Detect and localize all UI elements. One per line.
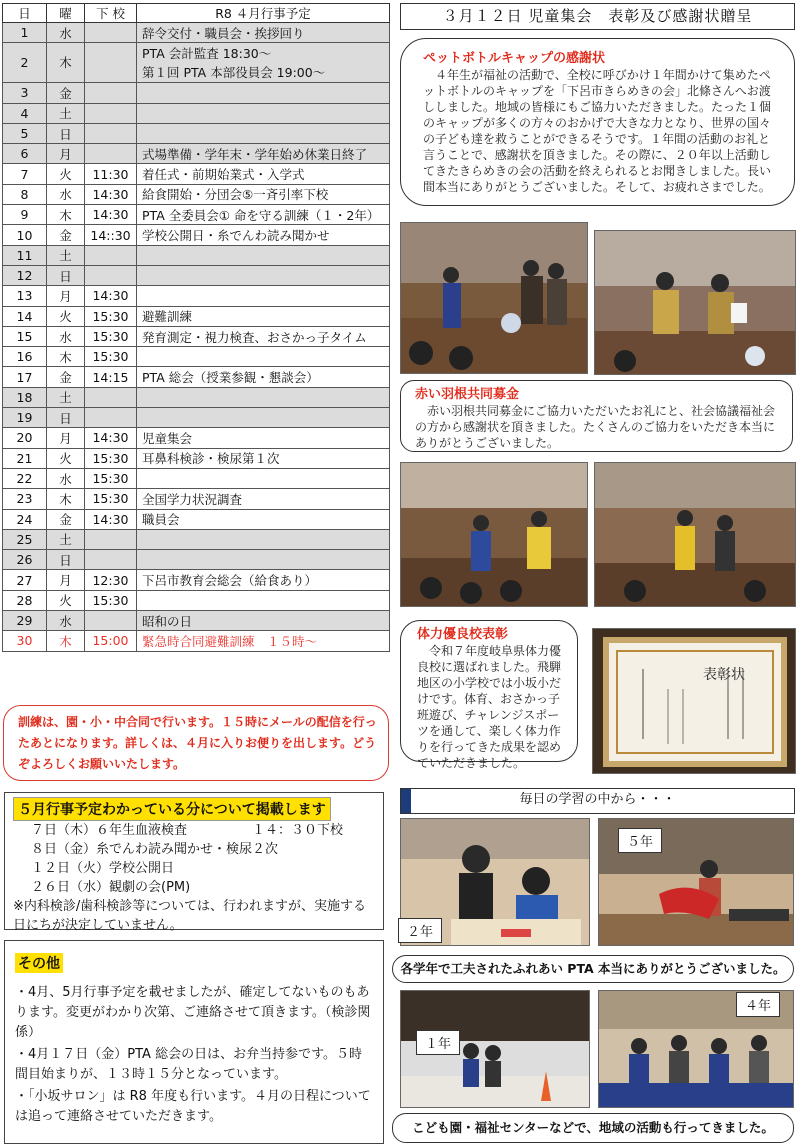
label-grade4: ４年 (736, 992, 780, 1017)
schedule-weekday: 木 (47, 205, 85, 225)
schedule-event (137, 529, 390, 549)
schedule-day: 11 (3, 245, 47, 265)
schedule-row (3, 468, 390, 488)
other-box (4, 940, 384, 1144)
schedule-weekday: 水 (47, 23, 85, 43)
may-line: ２６日（水）観劇の会(PM) (31, 880, 191, 895)
schedule-event (137, 347, 390, 367)
petbottle-title: ペットボトルキャップの感謝状 (423, 51, 606, 66)
schedule-weekday: 木 (47, 489, 85, 509)
schedule-dismissal-time (85, 550, 137, 570)
schedule-dismissal-time (85, 387, 137, 407)
schedule-weekday: 水 (47, 326, 85, 346)
schedule-day: 7 (3, 164, 47, 184)
schedule-row (3, 509, 390, 529)
schedule-dismissal-time: 14::30 (85, 225, 137, 245)
certificate-title: 表彰状 (703, 667, 745, 683)
label-grade5: ５年 (618, 828, 662, 853)
schedule-row (3, 590, 390, 610)
schedule-dismissal-time: 14:30 (85, 428, 137, 448)
schedule-day: 2 (3, 43, 47, 83)
schedule-event: 着任式・前期始業式・入学式 (137, 164, 390, 184)
schedule-row (3, 43, 390, 83)
schedule-row (3, 123, 390, 143)
schedule-weekday: 木 (47, 43, 85, 83)
schedule-row (3, 326, 390, 346)
may-line: ７日（木）６年生血液検査 １４：３０下校 (31, 823, 344, 838)
schedule-event-line: 第１回 PTA 本部役員会 19:00〜 (142, 64, 326, 80)
schedule-day: 21 (3, 448, 47, 468)
schedule-event: 下呂市教育会総会（給食あり） (137, 570, 390, 590)
schedule-day: 23 (3, 489, 47, 509)
schedule-event: 耳鼻科検診・検尿第１次 (137, 448, 390, 468)
schedule-event (137, 83, 390, 103)
schedule-dismissal-time: 15:30 (85, 489, 137, 509)
schedule-weekday: 金 (47, 225, 85, 245)
schedule-day: 25 (3, 529, 47, 549)
fitness-title: 体力優良校表彰 (417, 627, 509, 642)
schedule-event (137, 408, 390, 428)
schedule-event: 緊急時合同避難訓練 １５時〜 (137, 631, 390, 651)
schedule-row (3, 164, 390, 184)
schedule-day: 20 (3, 428, 47, 448)
assembly-header: ３月１２日 児童集会 表彰及び感謝状贈呈 (400, 3, 795, 30)
schedule-dismissal-time: 14:30 (85, 286, 137, 306)
schedule-weekday: 土 (47, 245, 85, 265)
schedule-dismissal-time: 14:30 (85, 205, 137, 225)
fitness-body: 令和７年度岐阜県体力優良校に選ばれました。飛騨地区の小学校では小坂小だけです。体育、おさかっ子班遊び、チャレンジスポーツを通して、楽しく体力作りを行ってきた成果を認めていただきました。 (417, 644, 562, 770)
schedule-day: 26 (3, 550, 47, 570)
schedule-row (3, 205, 390, 225)
label-grade1: １年 (416, 1030, 460, 1055)
may-line: １２日（火）学校公開日 (31, 861, 175, 876)
schedule-day: 15 (3, 326, 47, 346)
schedule-row (3, 428, 390, 448)
schedule-row (3, 225, 390, 245)
schedule-day: 13 (3, 286, 47, 306)
schedule-dismissal-time (85, 529, 137, 549)
may-schedule-box (4, 792, 384, 933)
schedule-dismissal-time: 14:30 (85, 509, 137, 529)
schedule-event: 避難訓練 (137, 306, 390, 326)
fitness-article (400, 620, 578, 770)
schedule-day: 14 (3, 306, 47, 326)
schedule-row (3, 245, 390, 265)
schedule-weekday: 金 (47, 83, 85, 103)
schedule-row (3, 631, 390, 651)
schedule-day: 1 (3, 23, 47, 43)
schedule-day: 18 (3, 387, 47, 407)
learning-header (400, 788, 795, 814)
schedule-day: 22 (3, 468, 47, 488)
schedule-weekday: 火 (47, 306, 85, 326)
col-header-day: 日 (3, 4, 47, 23)
schedule-weekday: 金 (47, 509, 85, 529)
may-line: ８日（金）糸でんわ読み聞かせ・検尿２次 (31, 842, 279, 857)
photo-petbottle-award-2 (594, 230, 796, 375)
schedule-day: 5 (3, 123, 47, 143)
schedule-event: 発育測定・視力検査、おさかっ子タイム (137, 326, 390, 346)
schedule-weekday: 火 (47, 590, 85, 610)
schedule-event: 昭和の日 (137, 611, 390, 631)
redfeather-body: 赤い羽根共同募金にご協力いただいたお礼にと、社会協議福祉会の方から感謝状を頂きました。たくさんのご協力をいただき本当にありがとうございました。 (415, 404, 776, 450)
schedule-row (3, 286, 390, 306)
may-title: ５月行事予定わかっている分について掲載します (13, 797, 331, 821)
schedule-event: PTA 全委員会① 命を守る訓練（１・2年） (137, 205, 390, 225)
schedule-weekday: 日 (47, 550, 85, 570)
schedule-weekday: 土 (47, 529, 85, 549)
schedule-row (3, 184, 390, 204)
learning-header-text: 毎日の学習の中から・・・ (519, 792, 676, 807)
photo-petbottle-award-1 (400, 222, 588, 374)
schedule-event (137, 468, 390, 488)
schedule-dismissal-time: 15:00 (85, 631, 137, 651)
april-schedule-table (2, 3, 390, 652)
may-footnote: ※内科検診/歯科検診等については、行われますが、実施する日にちが決定していません。 (13, 899, 367, 933)
schedule-row (3, 265, 390, 285)
schedule-dismissal-time: 14:30 (85, 184, 137, 204)
schedule-dismissal-time (85, 265, 137, 285)
schedule-weekday: 月 (47, 428, 85, 448)
schedule-weekday: 火 (47, 448, 85, 468)
schedule-event (137, 245, 390, 265)
schedule-day: 3 (3, 83, 47, 103)
schedule-dismissal-time (85, 123, 137, 143)
schedule-dismissal-time: 11:30 (85, 164, 137, 184)
schedule-row (3, 23, 390, 43)
col-header-events: R8 ４月行事予定 (137, 4, 390, 23)
schedule-dismissal-time (85, 245, 137, 265)
schedule-row (3, 489, 390, 509)
schedule-row (3, 387, 390, 407)
schedule-event: 職員会 (137, 509, 390, 529)
schedule-event: 全国学力状況調査 (137, 489, 390, 509)
schedule-weekday: 土 (47, 103, 85, 123)
other-title: その他 (15, 953, 63, 973)
schedule-event (137, 265, 390, 285)
schedule-day: 17 (3, 367, 47, 387)
schedule-dismissal-time (85, 611, 137, 631)
schedule-row (3, 144, 390, 164)
schedule-row (3, 529, 390, 549)
schedule-event (137, 286, 390, 306)
schedule-event: 給食開始・分団会⑤一斉引率下校 (137, 184, 390, 204)
col-header-dismissal: 下 校 (85, 4, 137, 23)
schedule-event (137, 123, 390, 143)
other-item: ・4月１７日（金）PTA 総会の日は、お弁当持参です。５時間目始まりが、１３時１５分となっています。 (15, 1047, 363, 1082)
schedule-weekday: 水 (47, 611, 85, 631)
schedule-dismissal-time (85, 23, 137, 43)
schedule-row (3, 347, 390, 367)
schedule-day: 12 (3, 265, 47, 285)
schedule-weekday: 金 (47, 367, 85, 387)
schedule-day: 6 (3, 144, 47, 164)
schedule-dismissal-time: 15:30 (85, 448, 137, 468)
schedule-event-line: PTA 会計監査 18:30〜 (142, 45, 272, 61)
schedule-day: 19 (3, 408, 47, 428)
schedule-dismissal-time: 15:30 (85, 347, 137, 367)
schedule-weekday: 日 (47, 265, 85, 285)
schedule-dismissal-time (85, 43, 137, 83)
schedule-row (3, 103, 390, 123)
col-header-dow: 曜 (47, 4, 85, 23)
schedule-row (3, 83, 390, 103)
schedule-dismissal-time: 15:30 (85, 326, 137, 346)
schedule-day: 9 (3, 205, 47, 225)
schedule-dismissal-time (85, 83, 137, 103)
schedule-event (137, 550, 390, 570)
other-item: ・「小坂サロン」は R8 年度も行います。４月の日程については追って連絡させていただきます。 (15, 1089, 371, 1124)
schedule-day: 29 (3, 611, 47, 631)
schedule-dismissal-time (85, 103, 137, 123)
schedule-day: 28 (3, 590, 47, 610)
schedule-dismissal-time: 14:15 (85, 367, 137, 387)
schedule-dismissal-time: 15:30 (85, 590, 137, 610)
schedule-weekday: 月 (47, 144, 85, 164)
schedule-event (137, 43, 390, 83)
schedule-day: 30 (3, 631, 47, 651)
schedule-weekday: 月 (47, 286, 85, 306)
schedule-weekday: 木 (47, 631, 85, 651)
pta-caption: 各学年で工夫されたふれあい PTA 本当にありがとうございました。 (392, 955, 794, 983)
schedule-row (3, 550, 390, 570)
redfeather-title: 赤い羽根共同募金 (415, 387, 520, 402)
schedule-dismissal-time (85, 408, 137, 428)
schedule-weekday: 火 (47, 164, 85, 184)
schedule-row (3, 408, 390, 428)
schedule-weekday: 水 (47, 468, 85, 488)
schedule-event (137, 387, 390, 407)
photo-certificate (592, 628, 796, 774)
other-item: ・4月、5月行事予定を載せましたが、確定してないものもあります。変更がわかり次第、ご連絡させて頂きます。（検診関係） (15, 985, 371, 1040)
schedule-dismissal-time: 15:30 (85, 468, 137, 488)
schedule-day: 8 (3, 184, 47, 204)
redfeather-article (400, 380, 793, 452)
petbottle-body: ４年生が福祉の活動で、全校に呼びかけ１年間かけて集めたペットボトルのキャップを「下呂市きらめきの会」北條さんへお渡ししました。地域の皆様にもご協力いただきました。たった１個のキャップが多くの方々のおかげで大きな力となり、世界の国々の子ども達を救うことができるそうです。１年間の活動のお礼と言うことで、感謝状を頂きました。その際に、２０年以上活動してきたきらめきの会の活動を終えられるとお聞きしました。長い間本当にありがとうございました。そして、お疲れさまでした。 (423, 68, 772, 194)
schedule-row (3, 306, 390, 326)
label-grade2: ２年 (398, 918, 442, 943)
schedule-event (137, 103, 390, 123)
schedule-weekday: 土 (47, 387, 85, 407)
schedule-weekday: 日 (47, 123, 85, 143)
petbottle-article (400, 38, 795, 206)
schedule-dismissal-time: 12:30 (85, 570, 137, 590)
schedule-row (3, 448, 390, 468)
schedule-dismissal-time: 15:30 (85, 306, 137, 326)
schedule-event: PTA 総会（授業参観・懇談会） (137, 367, 390, 387)
schedule-event: 辞令交付・職員会・挨拶回り (137, 23, 390, 43)
photo-redfeather-1 (400, 462, 588, 607)
schedule-day: 4 (3, 103, 47, 123)
schedule-day: 27 (3, 570, 47, 590)
schedule-event: 式場準備・学年末・学年始め休業日終了 (137, 144, 390, 164)
schedule-weekday: 月 (47, 570, 85, 590)
schedule-event: 児童集会 (137, 428, 390, 448)
community-caption: こども園・福祉センターなどで、地域の活動も行ってきました。 (392, 1113, 794, 1143)
schedule-event (137, 590, 390, 610)
schedule-weekday: 木 (47, 347, 85, 367)
schedule-row (3, 367, 390, 387)
schedule-day: 16 (3, 347, 47, 367)
schedule-row (3, 611, 390, 631)
drill-note: 訓練は、園・小・中合同で行います。１５時にメールの配信を行ったあとになります。詳しくは、４月に入りお便りを出します。どうぞよろしくお願いいたします。 (3, 705, 389, 781)
schedule-weekday: 日 (47, 408, 85, 428)
schedule-day: 24 (3, 509, 47, 529)
schedule-event: 学校公開日・糸でんわ読み聞かせ (137, 225, 390, 245)
schedule-row (3, 570, 390, 590)
schedule-dismissal-time (85, 144, 137, 164)
photo-redfeather-2 (594, 462, 796, 607)
schedule-weekday: 水 (47, 184, 85, 204)
schedule-day: 10 (3, 225, 47, 245)
